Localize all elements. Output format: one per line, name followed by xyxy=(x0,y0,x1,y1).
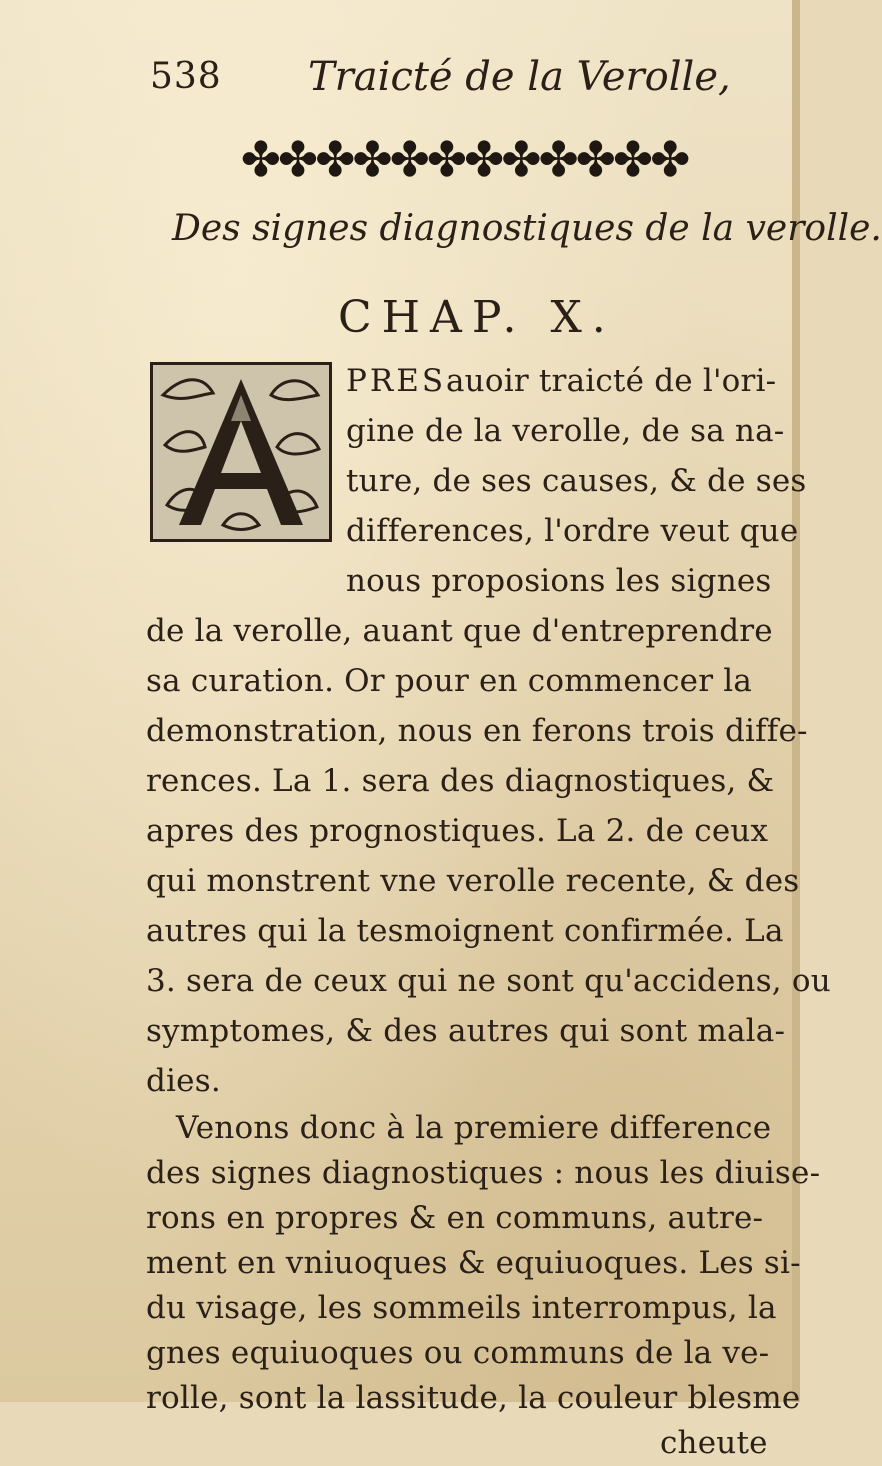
text-line: auoir traicté de l'ori- xyxy=(446,363,777,399)
text-line: ment en vniuoques & equiuoques. Les si- xyxy=(146,1245,801,1281)
text-line: des signes diagnostiques : nous les diuise- xyxy=(146,1155,821,1191)
fleuron-ornament-band: ✤✤✤✤✤✤✤✤✤✤✤✤ xyxy=(240,132,688,188)
running-title: Traicté de la Verolle, xyxy=(308,54,731,100)
page-number: 538 xyxy=(150,56,222,97)
decorated-initial-a xyxy=(150,362,332,542)
text-line: dies. xyxy=(146,1063,221,1099)
chapter-heading: CHAP. X. xyxy=(338,292,616,343)
text-line: rolle, sont la lassitude, la couleur blesme xyxy=(146,1380,801,1416)
text-line: gnes equiuoques ou communs de la ve- xyxy=(146,1335,770,1371)
text-line: rences. La 1. sera des diagnostiques, & xyxy=(146,763,775,799)
text-line: 3. sera de ceux qui ne sont qu'accidens, ou xyxy=(146,963,831,999)
text-line: rons en propres & en communs, autre- xyxy=(146,1200,764,1236)
foliage-initial-icon xyxy=(153,365,329,539)
text-line: gine de la verolle, de sa na- xyxy=(346,413,785,449)
text-line: apres des prognostiques. La 2. de ceux xyxy=(146,813,769,849)
text-line: du visage, les sommeils interrompus, la xyxy=(146,1290,777,1326)
catchword: cheute xyxy=(660,1425,768,1461)
text-line: de la verolle, auant que d'entreprendre xyxy=(146,613,773,649)
opening-word-head: PRES xyxy=(346,363,447,399)
text-line: nous proposions les signes xyxy=(346,563,772,599)
text-line: autres qui la tesmoignent confirmée. La xyxy=(146,913,784,949)
text-line: qui monstrent vne verolle recente, & des xyxy=(146,863,800,899)
text-line: differences, l'ordre veut que xyxy=(346,513,799,549)
text-line: symptomes, & des autres qui sont mala- xyxy=(146,1013,786,1049)
section-title: Des signes diagnostiques de la verolle. xyxy=(172,208,882,249)
text-line: demonstration, nous en ferons trois diffe- xyxy=(146,713,808,749)
running-head xyxy=(140,52,731,108)
text-line: Venons donc à la premiere difference xyxy=(176,1110,772,1146)
text-line: ture, de ses causes, & de ses xyxy=(346,463,807,499)
text-line: sa curation. Or pour en commencer la xyxy=(146,663,753,699)
